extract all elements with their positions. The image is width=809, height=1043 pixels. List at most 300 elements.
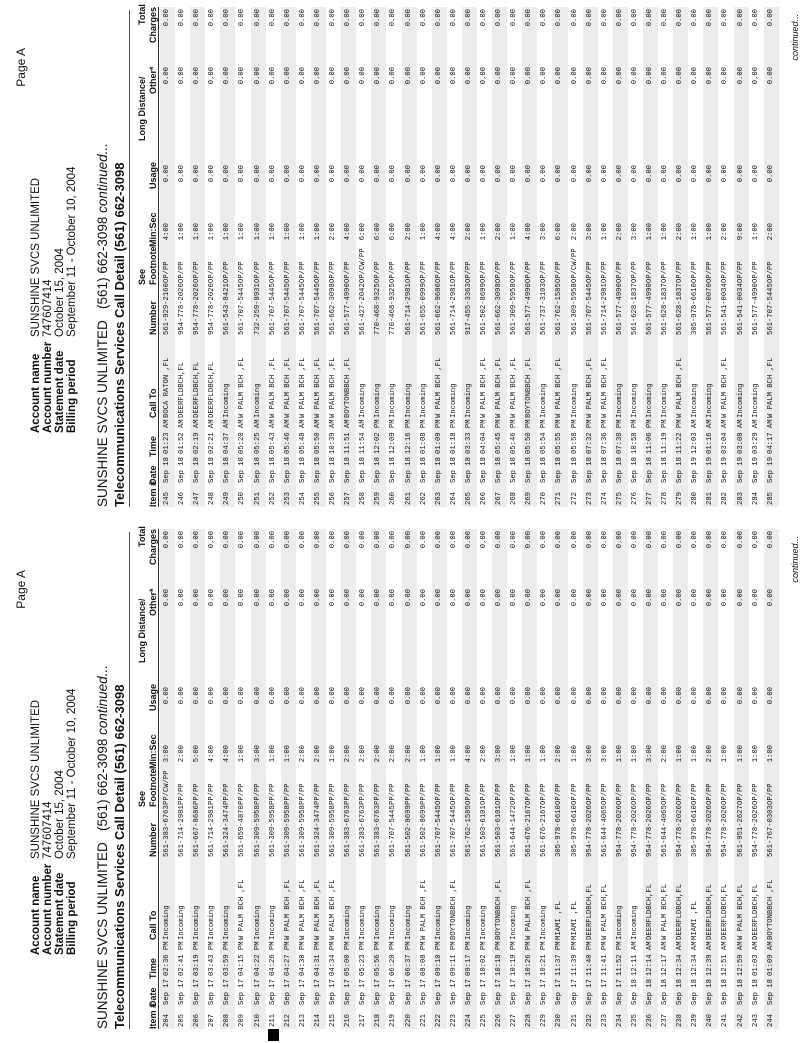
cell-call-to: W PALM BCH ,FL [555, 357, 564, 418]
cell-total-charges: 0.00 [283, 9, 292, 27]
cell-number: 561-541-0034 [736, 283, 745, 335]
cell-long-distance-other: 0.00 [555, 67, 564, 85]
table-row [477, 529, 492, 1029]
account-info [30, 689, 78, 955]
cell-date: Sep 18 [464, 457, 473, 483]
cell-date: Sep 18 [298, 457, 307, 483]
cell-item-number: 282 [721, 492, 730, 505]
cell-item-number: 225 [479, 1014, 488, 1027]
header-total: Total [137, 4, 147, 25]
cell-min-sec: 2:00 [766, 223, 775, 241]
cell-usage: 0.00 [600, 165, 609, 183]
cell-footnote: OP/PP [691, 261, 700, 283]
cell-total-charges: 0.00 [419, 531, 428, 549]
cell-call-to: Incoming [374, 905, 383, 940]
account-number: 747607414 [42, 279, 54, 337]
cell-date: Sep 18 [661, 979, 670, 1005]
cell-call-to: Incoming [359, 383, 368, 418]
cell-usage: 0.00 [479, 165, 488, 183]
cell-min-sec: 2:00 [329, 223, 338, 241]
cell-min-sec: 2:00 [661, 745, 670, 763]
cell-date: Sep 17 [434, 979, 443, 1005]
cell-item-number: 243 [751, 1014, 760, 1027]
cell-footnote: OP/PP [540, 783, 549, 805]
cell-date: Sep 18 [751, 979, 760, 1005]
cell-number: 561-309-5958 [268, 805, 277, 857]
cell-time: 01:08 PM [419, 419, 428, 454]
table-row [688, 529, 703, 1029]
cell-call-to: Incoming [540, 383, 549, 418]
cell-min-sec: 2:00 [615, 223, 624, 241]
cell-call-to: Incoming [706, 383, 715, 418]
billing-period: September 11 - October 10, 2004 [66, 688, 78, 859]
cell-number: 561-644-1472 [510, 805, 519, 857]
cell-time: 04:26 PM [268, 941, 277, 976]
cell-usage: 0.00 [676, 687, 685, 705]
cell-item-number: 238 [676, 1014, 685, 1027]
cell-min-sec: 1:00 [751, 745, 760, 763]
cell-min-sec: 1:00 [238, 745, 247, 763]
cell-long-distance-other: 0.00 [766, 67, 775, 85]
cell-long-distance-other: 0.00 [163, 589, 171, 607]
cell-usage: 0.00 [313, 687, 322, 705]
cell-total-charges: 0.00 [434, 9, 443, 27]
cell-usage: 0.00 [570, 165, 579, 183]
cell-total-charges: 0.00 [464, 9, 473, 27]
cell-long-distance-other: 0.00 [419, 589, 428, 607]
cell-long-distance-other: 0.00 [298, 67, 307, 85]
header-charges: Charges [148, 528, 158, 565]
cell-footnote: OP/PP [751, 783, 760, 805]
cell-date: Sep 18 [706, 979, 715, 1005]
cell-long-distance-other: 0.00 [283, 67, 292, 85]
cell-item-number: 240 [706, 1014, 715, 1027]
cell-call-to: BOYTONBBCH ,FL [766, 879, 775, 940]
cell-usage: 0.00 [540, 687, 549, 705]
cell-number: 561-707-5445 [585, 283, 594, 335]
cell-usage: 0.00 [555, 165, 564, 183]
cell-total-charges: 0.00 [298, 9, 307, 27]
cell-footnote: OP/PP [298, 261, 307, 283]
cell-long-distance-other: 0.00 [721, 589, 730, 607]
cell-min-sec: 2:00 [479, 745, 488, 763]
statement-date-label: Statement date [54, 350, 66, 433]
cell-call-to: Incoming [208, 905, 217, 940]
cell-number: 305-978-6610 [691, 283, 700, 335]
cell-long-distance-other: 0.00 [434, 589, 443, 607]
company-phone: (561) 662-3098 [95, 738, 110, 831]
cell-item-number: 227 [510, 1014, 519, 1027]
cell-time: 05:00 PM [344, 941, 353, 976]
cell-time: 12:34 AM [676, 941, 685, 976]
cell-usage: 0.00 [495, 165, 504, 183]
cell-call-to: Incoming [615, 383, 624, 418]
cell-time: 09:10 PM [434, 941, 443, 976]
cell-item-number: 236 [646, 1014, 654, 1027]
cell-number: 561-762-1585 [464, 805, 473, 857]
cell-total-charges: 0.00 [706, 9, 715, 27]
cell-item-number: 256 [329, 492, 338, 505]
cell-call-to: DEERFLDBCH,FL [208, 361, 217, 418]
cell-long-distance-other: 0.00 [661, 589, 670, 607]
table-row [281, 7, 296, 507]
cell-item-number: 260 [389, 492, 398, 505]
cell-time: 10:21 PM [540, 941, 549, 976]
cell-total-charges: 0.00 [661, 531, 670, 549]
cell-footnote: OP/PP [223, 261, 232, 283]
cell-total-charges: 0.00 [676, 9, 685, 27]
cell-usage: 0.00 [208, 687, 217, 705]
cell-date: Sep 18 [495, 457, 504, 483]
section-title: Telecommunications Services Call Detail (561) 662-3098 [112, 684, 127, 1029]
cell-date: Sep 18 [374, 457, 383, 483]
cell-long-distance-other: 0.00 [464, 67, 473, 85]
page-label: Page A [14, 48, 28, 87]
cell-total-charges: 0.00 [585, 531, 594, 549]
cell-total-charges: 0.00 [721, 9, 730, 27]
cell-long-distance-other: 0.00 [585, 589, 594, 607]
cell-date: Sep 18 [721, 979, 730, 1005]
table-row [447, 7, 462, 507]
cell-usage: 0.00 [721, 165, 730, 183]
cell-date: Sep 18 [691, 979, 700, 1005]
table-row [160, 529, 175, 1029]
cell-item-number: 268 [510, 492, 519, 505]
cell-footnote: OP/PP [313, 261, 322, 283]
table-row [386, 7, 401, 507]
cell-usage: 0.00 [615, 687, 624, 705]
company-phone: (561) 662-3098 [95, 216, 110, 309]
table-row [613, 529, 628, 1029]
cell-usage: 0.00 [600, 687, 609, 705]
cell-long-distance-other: 0.00 [676, 589, 685, 607]
cell-footnote: OP/PP [585, 783, 594, 805]
cell-footnote: OP/PP [676, 783, 685, 805]
table-row [266, 529, 281, 1029]
cell-item-number: 223 [449, 1014, 458, 1027]
cell-long-distance-other: 0.00 [570, 589, 579, 607]
cell-long-distance-other: 0.00 [389, 67, 398, 85]
cell-item-number: 245 [163, 492, 171, 505]
cell-date: Sep 19 [691, 457, 700, 483]
cell-date: Sep 18 [676, 457, 685, 483]
cell-call-to: W PALM BCH ,FL [479, 357, 488, 418]
cell-item-number: 233 [600, 1014, 609, 1027]
cell-total-charges: 0.00 [479, 531, 488, 549]
cell-footnote: OP/PP [600, 783, 609, 805]
cell-number: 561-662-9686 [434, 283, 443, 335]
cell-date: Sep 18 [585, 457, 594, 483]
table-row [764, 529, 779, 1029]
cell-min-sec: 1:00 [661, 223, 670, 241]
table-row [160, 7, 175, 507]
cell-call-to: BOYTONBBCH ,FL [449, 879, 458, 940]
call-detail-rows [160, 529, 779, 1029]
cell-time: 05:50 AM [313, 419, 322, 454]
table-row [462, 529, 477, 1029]
cell-min-sec: 1:00 [193, 223, 202, 241]
cell-date: Sep 18 [525, 457, 534, 483]
cell-footnote: OP/PP [510, 783, 519, 805]
cell-total-charges: 0.00 [736, 531, 745, 549]
cell-long-distance-other: 0.00 [163, 67, 171, 85]
cell-footnote: OP/PP [555, 261, 564, 283]
cell-footnote: OP/PP [615, 783, 624, 805]
cell-number: 954-778-2026 [676, 805, 685, 857]
cell-date: Sep 19 [706, 457, 715, 483]
cell-long-distance-other: 0.00 [464, 589, 473, 607]
cell-total-charges: 0.00 [344, 531, 353, 549]
table-row [175, 529, 190, 1029]
cell-footnote: PP/CW/PP [163, 770, 171, 805]
cell-footnote: OP/PP [495, 261, 504, 283]
cell-long-distance-other: 0.00 [630, 589, 639, 607]
cell-number: 561-324-3474 [313, 805, 322, 857]
cell-long-distance-other: 0.00 [419, 67, 428, 85]
account-name-label: Account name [30, 875, 42, 955]
account-number-label: Account number [42, 341, 54, 433]
cell-total-charges: 0.00 [268, 531, 277, 549]
table-row [432, 529, 447, 1029]
cell-long-distance-other: 0.00 [479, 67, 488, 85]
company-name: SUNSHINE SVCS UNLIMITED [95, 320, 110, 507]
cell-footnote: OP/PP [721, 783, 730, 805]
cell-number: 561-662-3098 [495, 283, 504, 335]
cell-footnote: PP/PP [208, 783, 217, 805]
cell-long-distance-other: 0.00 [721, 67, 730, 85]
cell-number: 561-714-2981 [404, 283, 413, 335]
cell-total-charges: 0.00 [359, 531, 368, 549]
cell-item-number: 234 [615, 1014, 624, 1027]
cell-long-distance-other: 0.00 [495, 589, 504, 607]
cell-footnote: PP/PP [238, 783, 247, 805]
cell-date: Sep 18 [600, 457, 609, 483]
cell-total-charges: 0.00 [329, 9, 338, 27]
cell-date: Sep 18 [570, 457, 579, 483]
table-row [205, 529, 220, 1029]
cell-min-sec: 2:00 [389, 745, 398, 763]
cell-date: Sep 18 [661, 457, 670, 483]
header-item: Item # [148, 480, 158, 507]
cell-time: 04:27 PM [283, 941, 292, 976]
cell-footnote: OP/PP [751, 261, 760, 283]
cell-number: 561-707-5445 [766, 283, 775, 335]
table-row [628, 529, 643, 1029]
cell-footnote: OP/PP [238, 261, 247, 283]
cell-call-to: Incoming [404, 905, 413, 940]
table-row [417, 7, 432, 507]
cell-number: 561-502-8699 [479, 283, 488, 335]
cell-date: Sep 18 [359, 457, 368, 483]
cell-time: 11:22 PM [676, 419, 685, 454]
cell-footnote: OP/PP [495, 783, 504, 805]
table-row [598, 529, 613, 1029]
cell-time: 04:22 PM [253, 941, 262, 976]
cell-item-number: 279 [676, 492, 685, 505]
cell-date: Sep 17 [525, 979, 534, 1005]
cell-call-to: Incoming [163, 905, 171, 940]
cell-min-sec: 1:00 [178, 223, 187, 241]
cell-date: Sep 17 [223, 979, 232, 1005]
cell-call-to: Incoming [570, 383, 579, 418]
cell-min-sec: 9:00 [736, 223, 745, 241]
cell-call-to: W PALM BCH ,FL [585, 357, 594, 418]
cell-long-distance-other: 0.00 [298, 589, 307, 607]
cell-footnote: OP/PP [661, 783, 670, 805]
cell-call-to: Incoming [540, 905, 549, 940]
table-row [583, 7, 598, 507]
table-row [764, 7, 779, 507]
cell-item-number: 242 [736, 1014, 745, 1027]
table-row [432, 7, 447, 507]
cell-usage: 0.00 [766, 165, 775, 183]
table-row [749, 529, 764, 1029]
cell-time: 12:34 AM [691, 941, 700, 976]
continued-label: continued... [95, 143, 110, 213]
cell-number: 954-778-2026 [721, 805, 730, 857]
cell-footnote: OP/PP [600, 261, 609, 283]
cell-time: 10:02 PM [479, 941, 488, 976]
cell-total-charges: 0.00 [253, 531, 262, 549]
cell-footnote: OP/PP [766, 261, 775, 283]
cell-total-charges: 0.00 [178, 9, 187, 27]
cell-call-to: W PALM BCH,FL [661, 883, 670, 940]
cell-number: 561-309-5958 [329, 805, 338, 857]
cell-footnote: OP/PP [208, 261, 217, 283]
cell-date: Sep 17 [283, 979, 292, 1005]
cell-min-sec: 1:00 [283, 745, 292, 763]
cell-total-charges: 0.00 [751, 531, 760, 549]
cell-number: 561-707-5445 [434, 805, 443, 857]
cell-time: 07:32 PM [585, 419, 594, 454]
cell-usage: 0.00 [736, 687, 745, 705]
cell-long-distance-other: 0.00 [600, 67, 609, 85]
cell-min-sec: 1:00 [570, 745, 579, 763]
cell-total-charges: 0.00 [223, 531, 232, 549]
cell-usage: 0.00 [193, 687, 202, 705]
cell-min-sec: 1:00 [540, 745, 549, 763]
cell-footnote: OP/PP [661, 261, 670, 283]
cell-usage: 0.00 [223, 687, 232, 705]
cell-total-charges: 0.00 [163, 531, 171, 549]
cell-usage: 0.00 [464, 165, 473, 183]
cell-usage: 0.00 [344, 687, 353, 705]
cell-time: 01:18 PM [449, 419, 458, 454]
cell-number: 561-577-0070 [706, 283, 715, 335]
cell-call-to: W PALM BCH ,FL [283, 879, 292, 940]
cell-usage: 0.00 [691, 165, 700, 183]
cell-call-to: Incoming [253, 905, 262, 940]
cell-call-to: DEERFLDBCH,FL [751, 883, 760, 940]
cell-total-charges: 0.00 [615, 9, 624, 27]
cell-min-sec: 1:00 [691, 745, 700, 763]
cell-long-distance-other: 0.00 [329, 589, 338, 607]
header-item: Item # [148, 1002, 158, 1029]
cell-date: Sep 18 [389, 457, 398, 483]
cell-time: 01:23 AM [163, 419, 171, 454]
cell-call-to: Incoming [736, 383, 745, 418]
cell-item-number: 259 [374, 492, 383, 505]
cell-call-to: Incoming [479, 905, 488, 940]
cell-call-to: DEERFLDBCH,FL [676, 883, 685, 940]
cell-total-charges: 0.00 [344, 9, 353, 27]
cell-usage: 0.00 [661, 165, 670, 183]
cell-number: 561-707-5445 [313, 283, 322, 335]
table-row [703, 529, 718, 1029]
cell-item-number: 230 [555, 1014, 564, 1027]
cell-long-distance-other: 0.00 [766, 589, 775, 607]
cell-footnote: OP/PP [706, 783, 715, 805]
cell-time: 05:43 AM [268, 419, 277, 454]
cell-usage: 0.00 [646, 165, 654, 183]
cell-total-charges: 0.00 [268, 9, 277, 27]
cell-date: Sep 17 [359, 979, 368, 1005]
table-row [417, 529, 432, 1029]
cell-usage: 0.00 [510, 165, 519, 183]
cell-usage: 0.00 [691, 687, 700, 705]
cell-time: 04:37 AM [223, 419, 232, 454]
cell-footnote: OP/PP [525, 261, 534, 283]
call-detail-rows [160, 7, 779, 507]
cell-total-charges: 0.00 [223, 9, 232, 27]
cell-min-sec: 2:00 [374, 745, 383, 763]
cell-date: Sep 17 [479, 979, 488, 1005]
cell-min-sec: 4:00 [449, 223, 458, 241]
cell-item-number: 206 [193, 1014, 202, 1027]
cell-item-number: 285 [766, 492, 775, 505]
table-row [266, 7, 281, 507]
cell-call-to: DEERFLDBCH,FL [178, 361, 187, 418]
cell-call-to: BOYTONBBCH ,FL [525, 357, 534, 418]
cell-time: 12:03 AM [691, 419, 700, 454]
cell-item-number: 280 [691, 492, 700, 505]
cell-min-sec: 4:00 [525, 223, 534, 241]
cell-usage: 0.00 [359, 165, 368, 183]
cell-time: 03:29 AM [751, 419, 760, 454]
cell-total-charges: 0.00 [495, 531, 504, 549]
table-row [734, 7, 749, 507]
cell-call-to: Incoming [223, 383, 232, 418]
cell-min-sec: 1:00 [283, 223, 292, 241]
cell-date: Sep 18 [208, 457, 217, 483]
cell-footnote: OP/PP [646, 261, 654, 283]
cell-long-distance-other: 0.00 [510, 67, 519, 85]
cell-long-distance-other: 0.00 [646, 589, 654, 607]
cell-item-number: 265 [464, 492, 473, 505]
cell-call-to: DEERFLDBCH,FL [646, 883, 654, 940]
cell-min-sec: 3:00 [540, 223, 549, 241]
cell-date: Sep 17 [615, 979, 624, 1005]
cell-total-charges: 0.00 [691, 9, 700, 27]
cell-time: 05:46 PM [510, 419, 519, 454]
cell-call-to: W PALM BCH ,FL [313, 879, 322, 940]
cell-time: 01:09 AM [766, 941, 775, 976]
cell-call-to: MIAMI ,FL [555, 901, 564, 940]
cell-time: 12:59 AM [736, 941, 745, 976]
cell-usage: 0.00 [676, 165, 685, 183]
cell-item-number: 270 [540, 492, 549, 505]
cell-call-to: Incoming [434, 905, 443, 940]
cell-min-sec: 1:00 [691, 223, 700, 241]
cell-time: 02:19 AM [193, 419, 202, 454]
cell-call-to: MIAMI ,FL [570, 901, 579, 940]
header-call-to: Call To [148, 388, 158, 418]
table-row [205, 7, 220, 507]
cell-long-distance-other: 0.00 [449, 589, 458, 607]
cell-call-to: DEERFLDBCH,FL [193, 361, 202, 418]
cell-long-distance-other: 0.00 [193, 67, 202, 85]
cell-min-sec: 4:00 [434, 223, 443, 241]
